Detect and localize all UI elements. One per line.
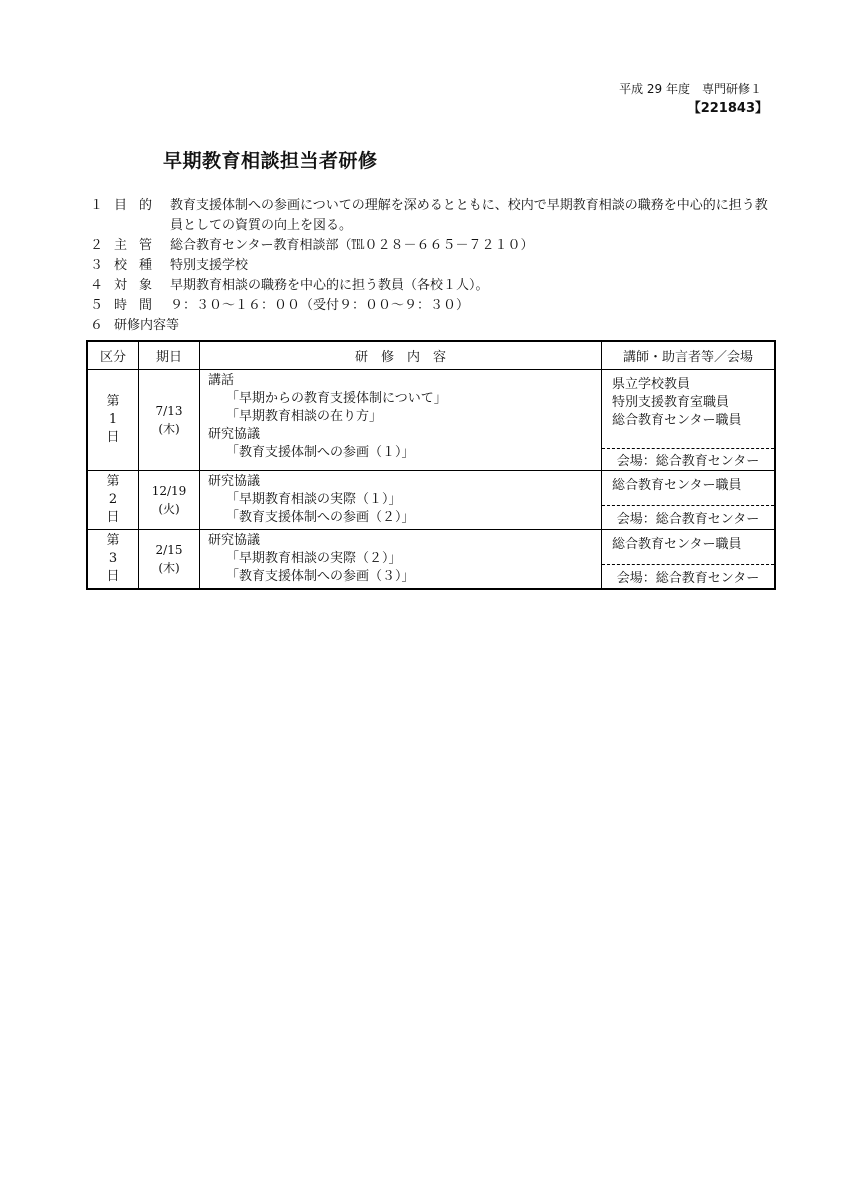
table-row: [87, 471, 775, 506]
item-label: 研修内容等: [114, 318, 180, 333]
table-header-row: [87, 341, 775, 370]
table-row: [87, 530, 775, 565]
header-series: 平成 29 年度 専門研修１: [619, 82, 762, 96]
header-category: 区分: [87, 341, 139, 370]
item-number: ２: [90, 238, 104, 253]
lecturer-cell: 総合教育センター職員: [602, 471, 776, 506]
outline-item-contents: [90, 316, 780, 336]
lecturer-cell: 県立学校教員 特別支援教育室職員 総合教育センター職員: [602, 370, 776, 449]
item-label: 目的: [114, 198, 165, 213]
document-title: 早期教育相談担当者研修: [163, 150, 378, 172]
day-cell: 第 2 日: [87, 471, 139, 530]
outline-list: [90, 196, 780, 336]
item-label: 対象: [114, 278, 165, 293]
date-cell: 12/19 (火): [139, 471, 200, 530]
outline-item-purpose: [90, 196, 780, 236]
date-cell: 7/13 (木): [139, 370, 200, 471]
header-code: 【221843】: [687, 101, 768, 116]
item-value: 教育支援体制への参画についての理解を深めるとともに、校内で早期教育相談の職務を中心的に担う教員としての資質の向上を図る。: [170, 198, 768, 233]
item-number: １: [90, 198, 104, 213]
item-value: 早期教育相談の職務を中心的に担う教員（各校１人）。: [170, 278, 489, 293]
schedule-table: [86, 340, 776, 590]
lecturer-cell: 総合教育センター職員: [602, 530, 776, 565]
table-row: [87, 370, 775, 449]
outline-item-school-type: [90, 256, 780, 276]
venue-cell: 会場：総合教育センター: [602, 506, 776, 530]
outline-item-organizer: [90, 236, 780, 256]
item-label: 主管: [114, 238, 165, 253]
venue-cell: 会場：総合教育センター: [602, 449, 776, 471]
venue-cell: 会場：総合教育センター: [602, 565, 776, 589]
item-number: ３: [90, 258, 104, 273]
item-number: ４: [90, 278, 104, 293]
item-value: ９：３０～１６：００（受付９：００～９：３０）: [170, 298, 470, 313]
item-number: ６: [90, 318, 104, 333]
item-number: ５: [90, 298, 104, 313]
item-value: 特別支援学校: [170, 258, 249, 273]
content-cell: 研究協議 「早期教育相談の実際（１）」 「教育支援体制への参画（２）」: [200, 471, 602, 530]
item-value: 総合教育センター教育相談部（℡０２８－６６５－７２１０）: [170, 238, 534, 253]
header-lecturer-venue: 講師・助言者等／会場: [602, 341, 776, 370]
outline-item-time: [90, 296, 780, 316]
item-label: 時間: [114, 298, 165, 313]
content-cell: 講話 「早期からの教育支援体制について」 「早期教育相談の在り方」 研究協議 「教育支援体制への参画（１）」: [200, 370, 602, 471]
content-cell: 研究協議 「早期教育相談の実際（２）」 「教育支援体制への参画（３）」: [200, 530, 602, 590]
outline-item-target: [90, 276, 780, 296]
header-content: 研 修 内 容: [200, 341, 602, 370]
date-cell: 2/15 (木): [139, 530, 200, 590]
day-cell: 第 3 日: [87, 530, 139, 590]
item-label: 校種: [114, 258, 165, 273]
header-date: 期日: [139, 341, 200, 370]
day-cell: 第 1 日: [87, 370, 139, 471]
